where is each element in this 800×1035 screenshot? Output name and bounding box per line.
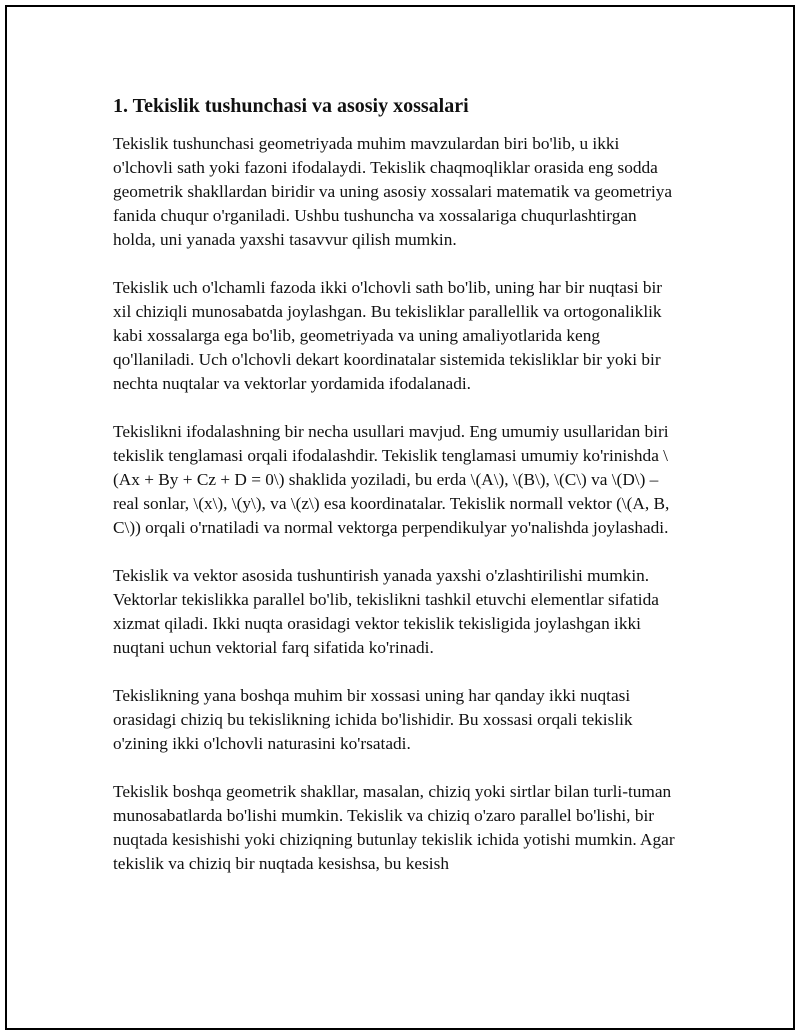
paragraph-2: Tekislik uch o'lchamli fazoda ikki o'lchovli sath bo'lib, uning har bir nuqtasi bir xil chiziqli munosabatda joylashgan. Bu tekisliklar parallellik va ortogonaliklik kabi xossalarga ega bo'lib, geometriyada va uning amaliyotlarida keng qo'llaniladi. Uch o'lchovli dekart koordinatalar sistemida tekisliklar bir yoki bir nechta nuqtalar va vektorlar yordamida ifodalanadi. [113, 278, 663, 393]
paragraph-3: Tekislikni ifodalashning bir necha usullari mavjud. Eng umumiy usullaridan biri tekislik tenglamasi orqali ifodalashdir. Tekislik tenglamasi umumiy ko'rinishda \(Ax + By + Cz + D = 0\) shaklida yoziladi, bu erda \(A\), \(B\), \(C\) va \(D\) – real sonlar, \(x\), \(y\), va \(z\) esa koordinatalar. Tekislik normall vektor (\(A, B, C\)) orqali o'rnatiladi va normal vektorga perpendikulyar yo'nalishda joylashadi. [113, 422, 670, 537]
paragraph-4: Tekislik va vektor asosida tushuntirish yanada yaxshi o'zlashtirilishi mumkin. Vektorlar tekislikka parallel bo'lib, tekislikni tashkil etuvchi elementlar sifatida xizmat qiladi. Ikki nuqta orasidagi vektor tekislik tekisligida joylashgan ikki nuqtani uchun vektorial farq sifatida ko'rinadi. [113, 566, 659, 657]
paragraph-6: Tekislik boshqa geometrik shakllar, masalan, chiziq yoki sirtlar bilan turli-tuman munosabatlarda bo'lishi mumkin. Tekislik va chiziq o'zaro parallel bo'lishi, bir nuqtada kesishishi yoki chiziqning butunlay tekislik ichida yotishi mumkin. Agar tekislik va chiziq bir nuqtada kesishsa, bu kesish [113, 782, 675, 873]
paragraph-5: Tekislikning yana boshqa muhim bir xossasi uning har qanday ikki nuqtasi orasidagi chiziq bu tekislikning ichida bo'lishidir. Bu xossasi orqali tekislik o'zining ikki o'lchovli naturasini ko'rsatadi. [113, 686, 633, 753]
paragraph-1: Tekislik tushunchasi geometriyada muhim mavzulardan biri bo'lib, u ikki o'lchovli sath yoki fazoni ifodalaydi. Tekislik chaqmoqliklar orasida eng sodda geometrik shakllardan biridir va uning asosiy xossalari matematik va geometriya fanida chuqur o'rganiladi. Ushbu tushuncha va xossalariga chuqurlashtirgan holda, uni yanada yaxshi tasavvur qilish mumkin. [113, 134, 673, 249]
document-body [113, 93, 683, 900]
section-title: 1. Tekislik tushunchasi va asosiy xossalari [113, 95, 469, 117]
